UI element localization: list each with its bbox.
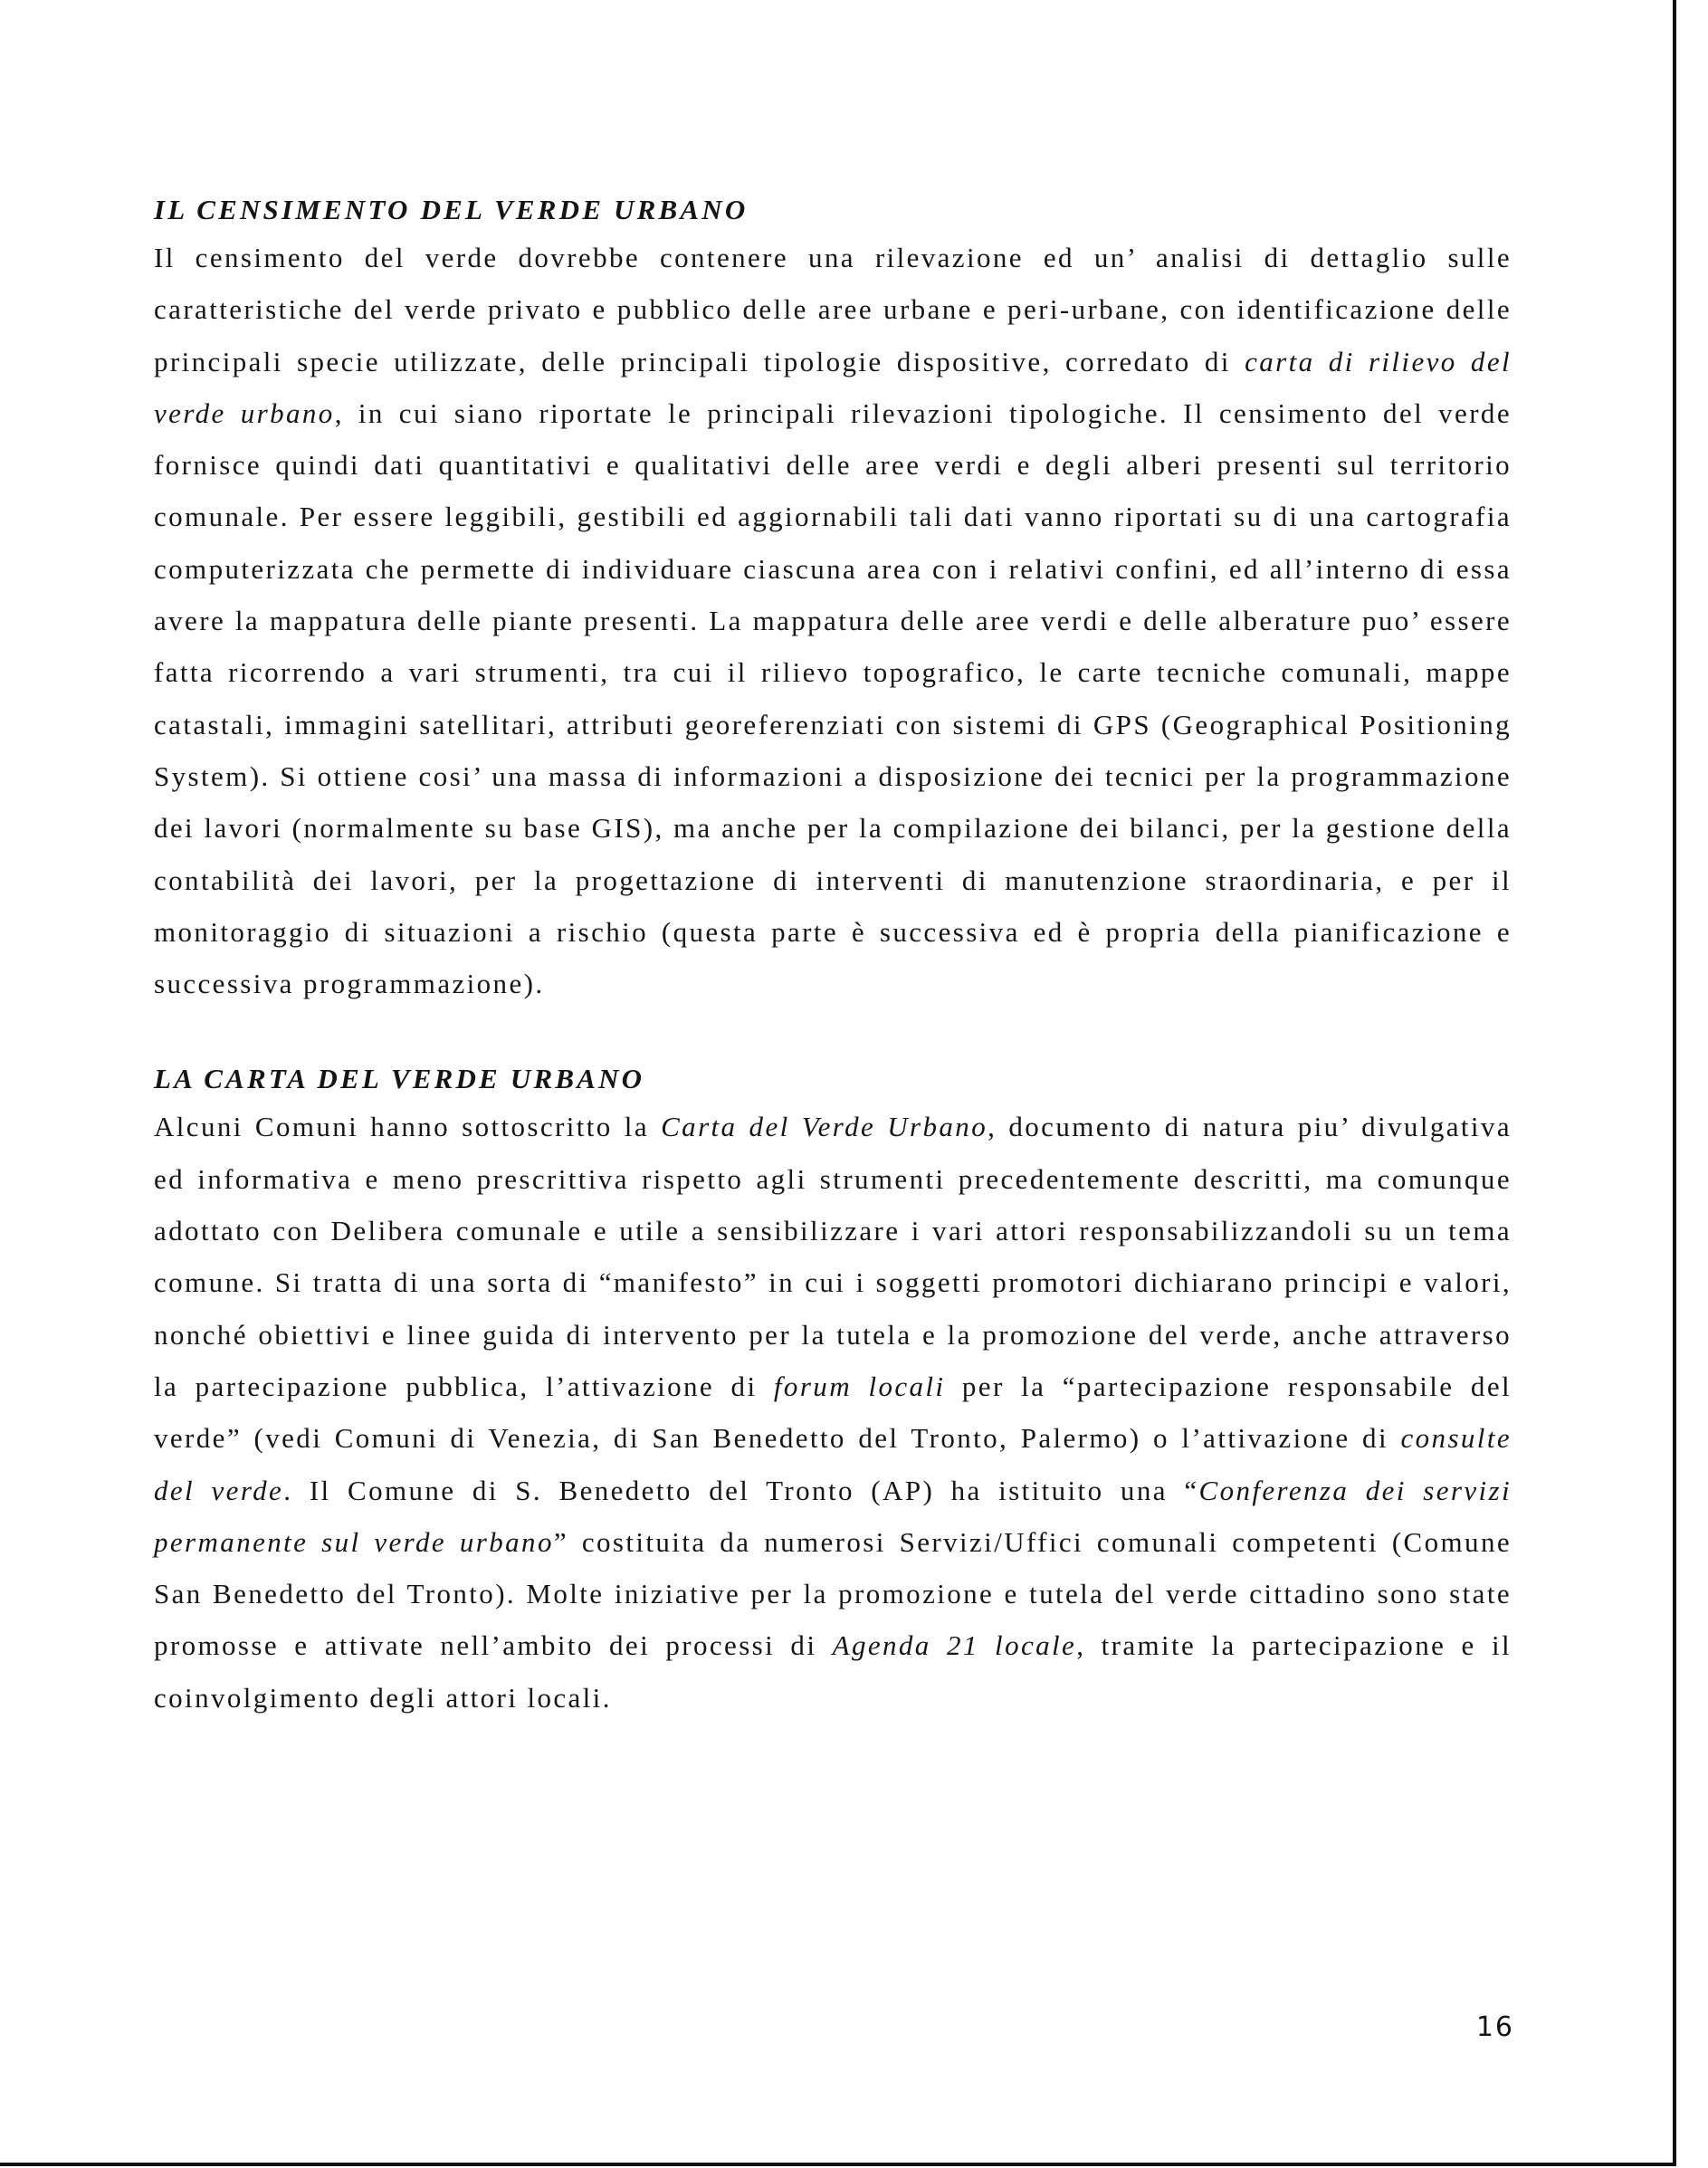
paragraph-carta [154, 1101, 1512, 1724]
italic-text-run: Conferenza dei servizi permanente sul verde urbano [154, 1474, 1512, 1558]
text-run: Il censimento del verde dovrebbe contenere una rilevazione ed un’ analisi di dettaglio sulle caratteristiche del verde privato e pubblico delle aree urbane e peri-urbane, con identificazione delle principali specie utilizzate, delle principali tipologie dispositive, corredato di [154, 242, 1512, 377]
text-run: , tramite la partecipazione e il coinvolgimento degli attori locali. [154, 1629, 1512, 1714]
text-run: Alcuni Comuni hanno sottoscritto la [154, 1111, 662, 1143]
text-run: . Il Comune di S. Benedetto del Tronto (AP) ha istituito una “ [283, 1474, 1199, 1506]
text-run: ” costituita da numerosi Servizi/Uffici comunali competenti (Comune San Benedetto del Tronto). Molte iniziative per la promozione e tutela del verde cittadino sono state promosse e attivate nell’ambito dei processi di [154, 1525, 1512, 1662]
italic-text-run: forum locali [773, 1370, 946, 1402]
text-run: , documento di natura piu’ divulgativa ed informativa e meno prescrittiva rispetto agli strumenti precedentemente descritti, ma comunque adottato con Delibera comunale e utile a sensibilizzare i vari attori responsabilizzandoli su un tema comune. Si tratta di una sorta di “manifesto” in cui i soggetti promotori dichiarano principi e valori, nonché obiettivi e linee guida di intervento per la tutela e la promozione del verde, anche attraverso la partecipazione pubblica, l’attivazione di [154, 1111, 1512, 1402]
italic-text-run: carta di rilievo del verde urbano [154, 345, 1512, 429]
page-number: 16 [1475, 2011, 1514, 2043]
text-run: per la “partecipazione responsabile del verde” (vedi Comuni di Venezia, di San Benedetto del Tronto, Palermo) o l’attivazione di [154, 1370, 1512, 1455]
text-run: , in cui siano riportate le principali rilevazioni tipologiche. Il censimento del verde fornisce quindi dati quantitativi e qualitativi delle aree verdi e degli alberi presenti sul territorio comunale. Per essere leggibili, gestibili ed aggiornabili tali dati vanno riportati su di una cartografia computerizzata che permette di individuare ciascuna area con i relativi confini, ed all’interno di essa avere la mappatura delle piante presenti. La mappatura delle aree verdi e delle alberature puo’ essere fatta ricorrendo a vari strumenti, tra cui il rilievo topografico, le carte tecniche comunali, mappe catastali, immagini satellitari, attributi georeferenziati con sistemi di GPS (Geographical Positioning System). Si ottiene cosi’ una massa di informazioni a disposizione dei tecnici per la programmazione dei lavori (normalmente su base GIS), ma anche per la compilazione dei bilanci, per la gestione della contabilità dei lavori, per la progettazione di interventi di manutenzione straordinaria, e per il monitoraggio di situazioni a rischio (questa parte è successiva ed è propria della pianificazione e successiva programmazione). [154, 396, 1512, 1000]
section-heading-censimento: IL CENSIMENTO DEL VERDE URBANO [154, 194, 749, 225]
page-content [154, 190, 1512, 1724]
paragraph-censimento [154, 232, 1512, 1009]
italic-text-run: Carta del Verde Urbano [661, 1111, 988, 1143]
italic-text-run: Agenda 21 locale [832, 1629, 1077, 1662]
section-spacer [154, 1009, 1512, 1059]
section-heading-carta: LA CARTA DEL VERDE URBANO [154, 1063, 645, 1095]
italic-text-run: consulte del verde [154, 1422, 1512, 1506]
